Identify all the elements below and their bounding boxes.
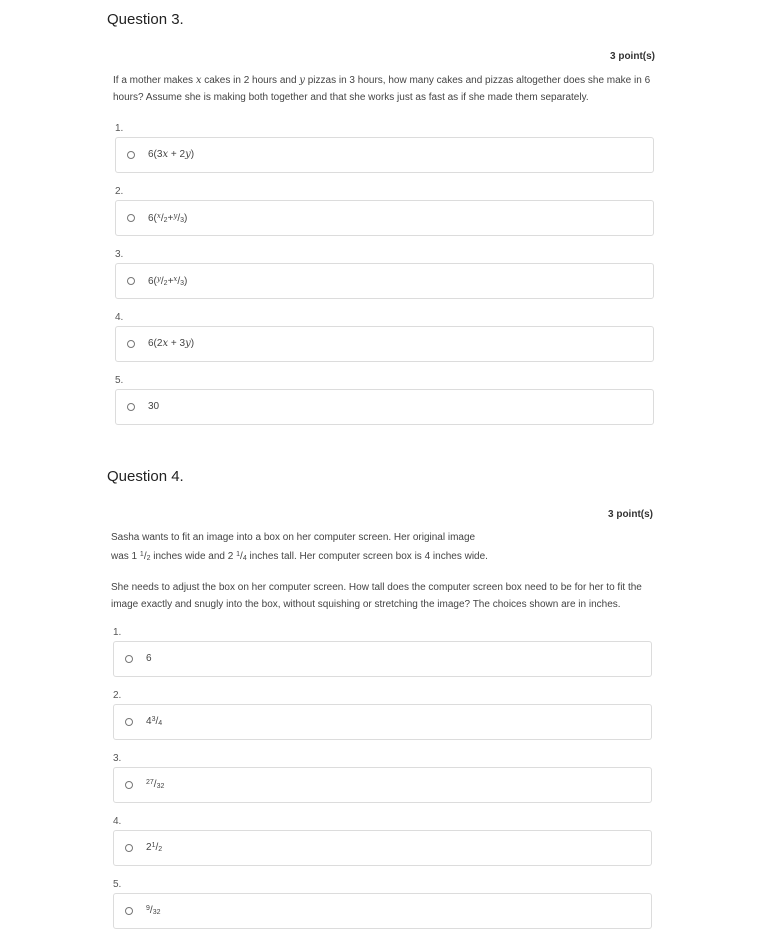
q3-option-4-label: 6(2x + 3y) bbox=[148, 338, 195, 349]
question-3-text: If a mother makes x cakes in 2 hours and y pizzas in 3 hours, how many cakes and pizzas altogether does she make in 6 hours? Assume she is making both together and that she works just as fast as if she made them separately. bbox=[113, 75, 651, 103]
q4-option-1[interactable] bbox=[113, 641, 652, 677]
q3-option-1-radio[interactable] bbox=[127, 151, 135, 159]
q4-option-5[interactable] bbox=[113, 893, 652, 929]
q4-option-2-label: $4^3/_4$ bbox=[146, 716, 163, 727]
q3-option-5-label: 30 bbox=[148, 401, 160, 412]
question-4-paragraph-2: She needs to adjust the box on her computer screen. How tall does the computer screen box need to be for her to fit the image exactly and snugly into the box, without squishing or stretching the image? The choices shown are in inches. bbox=[111, 582, 642, 610]
q3-option-1-number: 1. bbox=[115, 123, 124, 134]
q3-option-3[interactable] bbox=[115, 263, 654, 299]
q4-option-4-number: 4. bbox=[113, 816, 122, 827]
q3-option-4-radio[interactable] bbox=[127, 340, 135, 348]
q3-option-3-radio[interactable] bbox=[127, 277, 135, 285]
question-4-text bbox=[111, 529, 656, 613]
q3-option-3-number: 3. bbox=[115, 249, 124, 260]
question-3-points: 3 point(s) bbox=[610, 51, 655, 62]
q4-option-4[interactable] bbox=[113, 830, 652, 866]
q4-option-1-radio[interactable] bbox=[125, 655, 133, 663]
q3-option-1[interactable] bbox=[115, 137, 654, 173]
question-4-points: 3 point(s) bbox=[608, 509, 653, 520]
q3-option-5-number: 5. bbox=[115, 375, 124, 386]
q3-option-4[interactable] bbox=[115, 326, 654, 362]
q3-option-2-radio[interactable] bbox=[127, 214, 135, 222]
q4-option-1-number: 1. bbox=[113, 627, 122, 638]
q4-option-5-label: $^9/_{32}$ bbox=[146, 905, 161, 916]
q4-option-3-label: $^{27}/_{32}$ bbox=[146, 779, 165, 790]
question-3-title: Question 3. bbox=[107, 11, 184, 28]
q3-option-3-label: $6(^y/_2+^x/_3)$ bbox=[148, 275, 188, 287]
q4-option-3-number: 3. bbox=[113, 753, 122, 764]
question-4-title: Question 4. bbox=[107, 468, 184, 485]
q4-option-1-label: 6 bbox=[146, 653, 152, 664]
q4-option-5-number: 5. bbox=[113, 879, 122, 890]
q3-option-1-label: 6(3x + 2y) bbox=[148, 149, 195, 160]
q4-option-2-radio[interactable] bbox=[125, 718, 133, 726]
q3-option-5-radio[interactable] bbox=[127, 403, 135, 411]
question-4-paragraph-1: Sasha wants to fit an image into a box on her computer screen. Her original image was 1 $^1/_2$ inches wide and 2 $^1/_4$ inches tall. Her computer screen box is 4 inches wide. bbox=[111, 532, 488, 562]
q4-option-3-radio[interactable] bbox=[125, 781, 133, 789]
q4-option-5-radio[interactable] bbox=[125, 907, 133, 915]
q4-option-4-radio[interactable] bbox=[125, 844, 133, 852]
q3-option-2-number: 2. bbox=[115, 186, 124, 197]
q3-option-2-label: $6(^x/_2+^y/_3)$ bbox=[148, 212, 188, 224]
q4-option-2-number: 2. bbox=[113, 690, 122, 701]
q4-option-3[interactable] bbox=[113, 767, 652, 803]
q4-option-4-label: $2^1/_2$ bbox=[146, 842, 163, 853]
q3-option-2[interactable] bbox=[115, 200, 654, 236]
q4-option-2[interactable] bbox=[113, 704, 652, 740]
q3-option-4-number: 4. bbox=[115, 312, 124, 323]
q3-option-5[interactable] bbox=[115, 389, 654, 425]
